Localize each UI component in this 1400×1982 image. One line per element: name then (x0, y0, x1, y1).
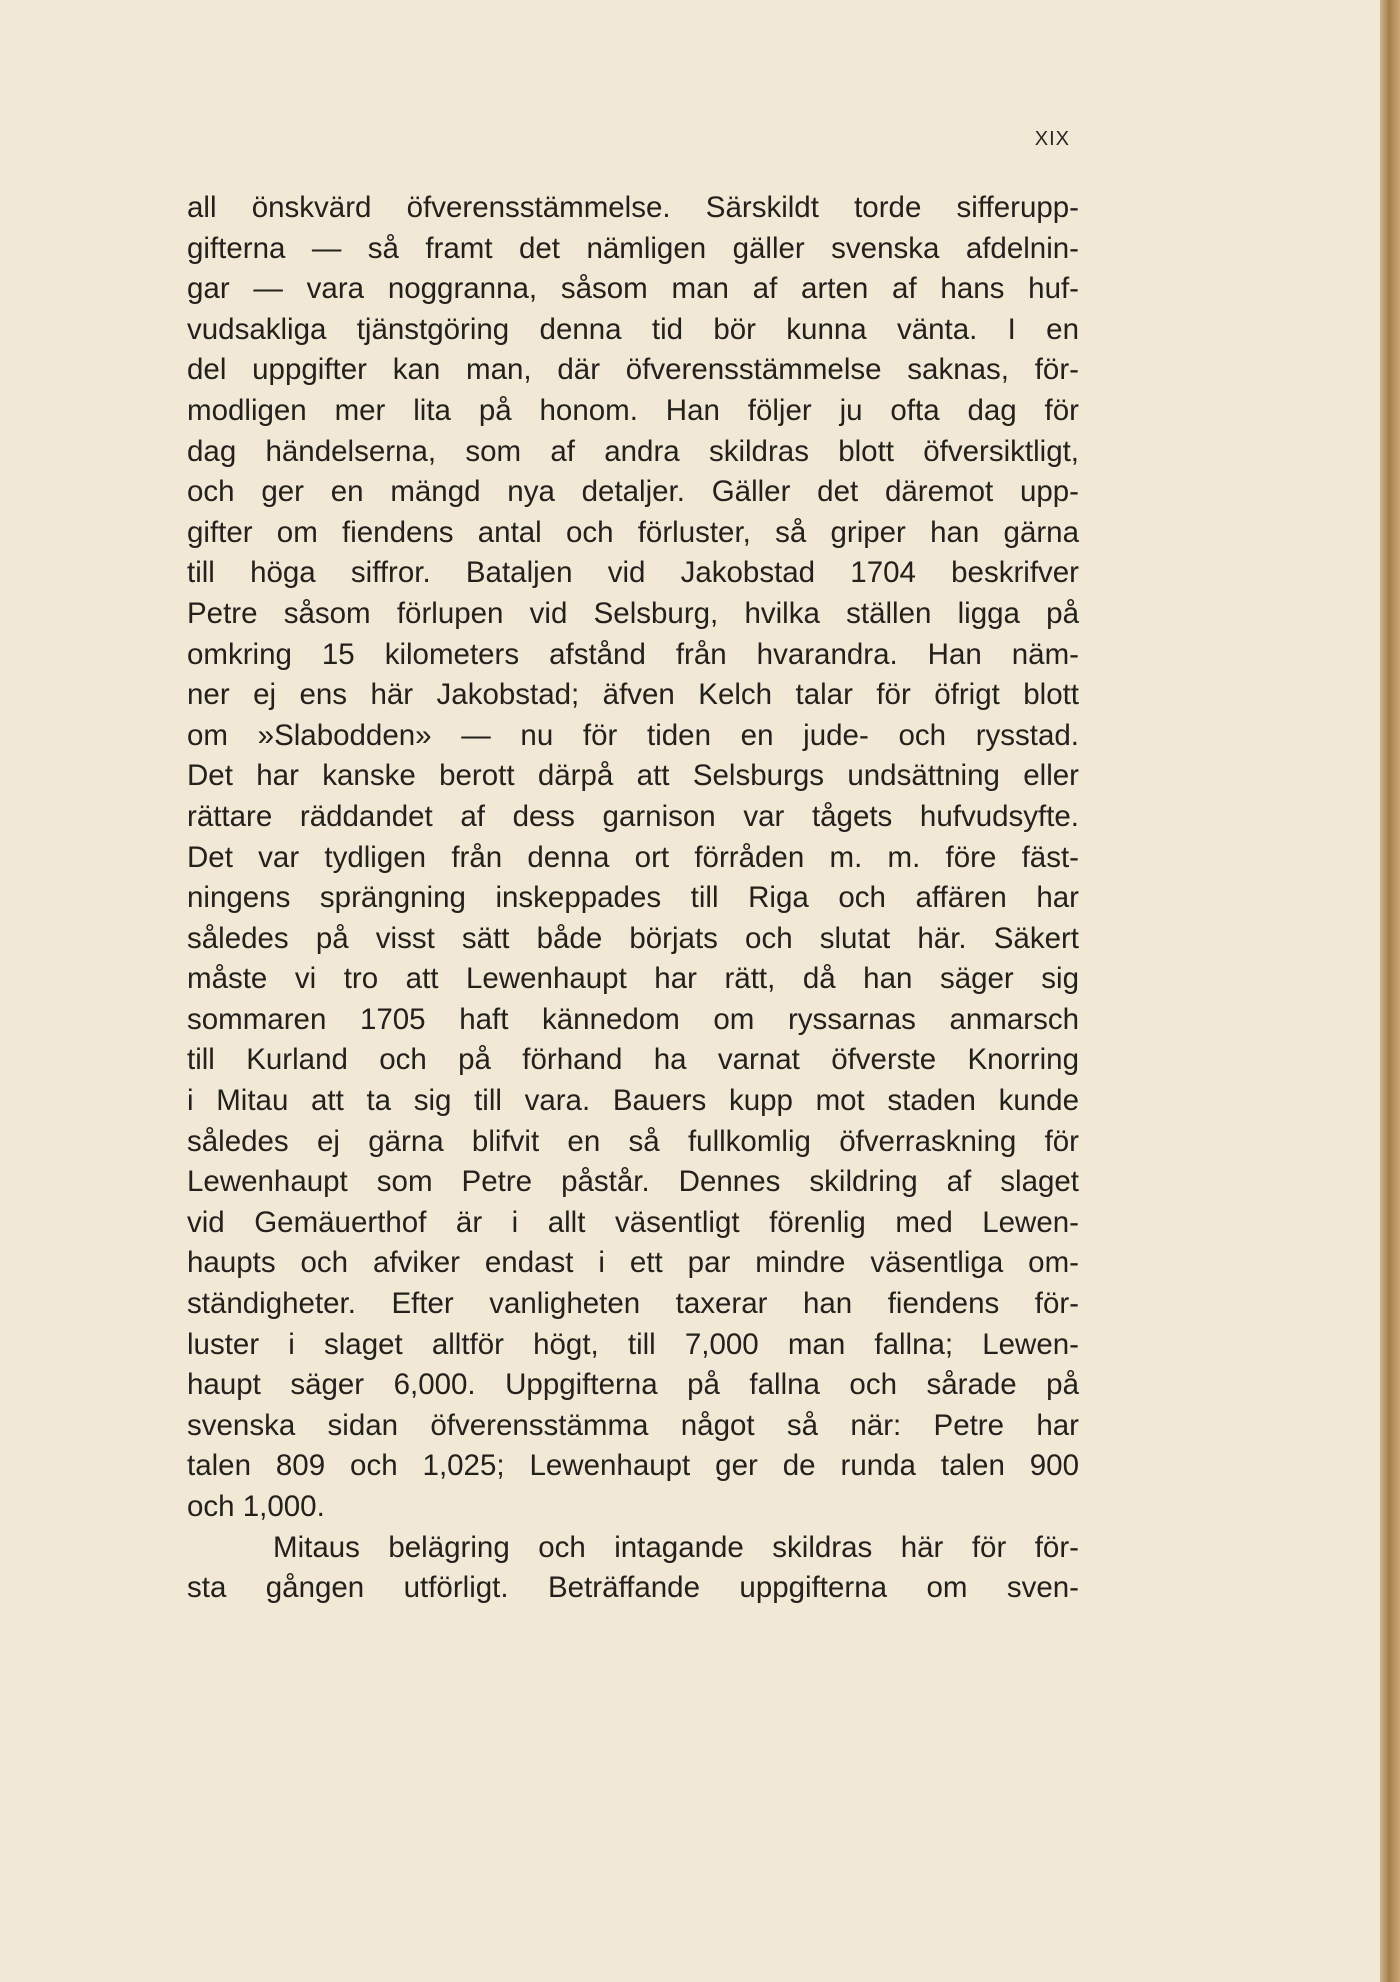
text-line: Det var tydligen från denna ort förråden m. m. före fäst- (187, 840, 1079, 874)
text-line: således ej gärna blifvit en så fullkomlig öfverraskning för (187, 1124, 1079, 1158)
text-line: måste vi tro att Lewenhaupt har rätt, då han säger sig (187, 962, 1079, 996)
text-line: sommaren 1705 haft kännedom om ryssarnas anmarsch (187, 1002, 1079, 1036)
paragraph-end-line: och 1,000. (187, 1490, 325, 1523)
text-line: del uppgifter kan man, där öfverensstämmelse saknas, för- (187, 353, 1079, 387)
text-line: och ger en mängd nya detaljer. Gäller det däremot upp- (187, 475, 1079, 509)
text-line: om »Slabodden» — nu för tiden en jude- och rysstad. (187, 718, 1079, 752)
text-line: i Mitau att ta sig till vara. Bauers kupp mot staden kunde (187, 1084, 1079, 1118)
text-line: talen 809 och 1,025; Lewenhaupt ger de runda talen 900 (187, 1449, 1079, 1483)
text-line: sta gången utförligt. Beträffande uppgifterna om sven- (187, 1571, 1079, 1605)
text-line: Det har kanske berott därpå att Selsburgs undsättning eller (187, 759, 1079, 793)
body-text (187, 188, 1079, 1609)
text-line: rättare räddandet af dess garnison var tågets hufvudsyfte. (187, 799, 1079, 833)
text-line: dag händelserna, som af andra skildras blott öfversiktligt, (187, 434, 1079, 468)
paragraph-start-line: Mitaus belägring och intagande skildras här för för- (273, 1530, 1079, 1564)
text-line: ner ej ens här Jakobstad; äfven Kelch talar för öfrigt blott (187, 678, 1079, 712)
text-line: haupts och afviker endast i ett par mindre väsentliga om- (187, 1246, 1079, 1280)
text-line: haupt säger 6,000. Uppgifterna på fallna och sårade på (187, 1368, 1079, 1402)
page-number: XIX (1034, 128, 1070, 150)
text-line: således på visst sätt både börjats och slutat här. Säkert (187, 921, 1079, 955)
text-line: Lewenhaupt som Petre påstår. Dennes skildring af slaget (187, 1165, 1079, 1199)
text-line: omkring 15 kilometers afstånd från hvarandra. Han näm- (187, 637, 1079, 671)
text-line: vid Gemäuerthof är i allt väsentligt förenlig med Lewen- (187, 1205, 1079, 1239)
text-line: gar — vara noggranna, såsom man af arten af hans huf- (187, 272, 1079, 306)
text-line: gifterna — så framt det nämligen gäller svenska afdelnin- (187, 231, 1079, 265)
text-line: svenska sidan öfverensstämma något så när: Petre har (187, 1408, 1079, 1442)
text-line: modligen mer lita på honom. Han följer ju ofta dag för (187, 393, 1079, 427)
text-line: all önskvärd öfverensstämmelse. Särskildt torde sifferupp- (187, 191, 1079, 224)
page-edge-shadow (1380, 0, 1400, 1982)
text-line: gifter om fiendens antal och förluster, så griper han gärna (187, 515, 1079, 549)
text-line: till Kurland och på förhand ha varnat öfverste Knorring (187, 1043, 1079, 1077)
text-line: ständigheter. Efter vanligheten taxerar han fiendens för- (187, 1287, 1079, 1321)
text-line: luster i slaget alltför högt, till 7,000 man fallna; Lewen- (187, 1327, 1079, 1361)
text-line: till höga siffror. Bataljen vid Jakobstad 1704 beskrifver (187, 556, 1079, 590)
text-line: Petre såsom förlupen vid Selsburg, hvilka ställen ligga på (187, 596, 1079, 630)
text-line: vudsakliga tjänstgöring denna tid bör kunna vänta. I en (187, 312, 1079, 346)
text-line: ningens sprängning inskeppades till Riga och affären har (187, 881, 1079, 915)
